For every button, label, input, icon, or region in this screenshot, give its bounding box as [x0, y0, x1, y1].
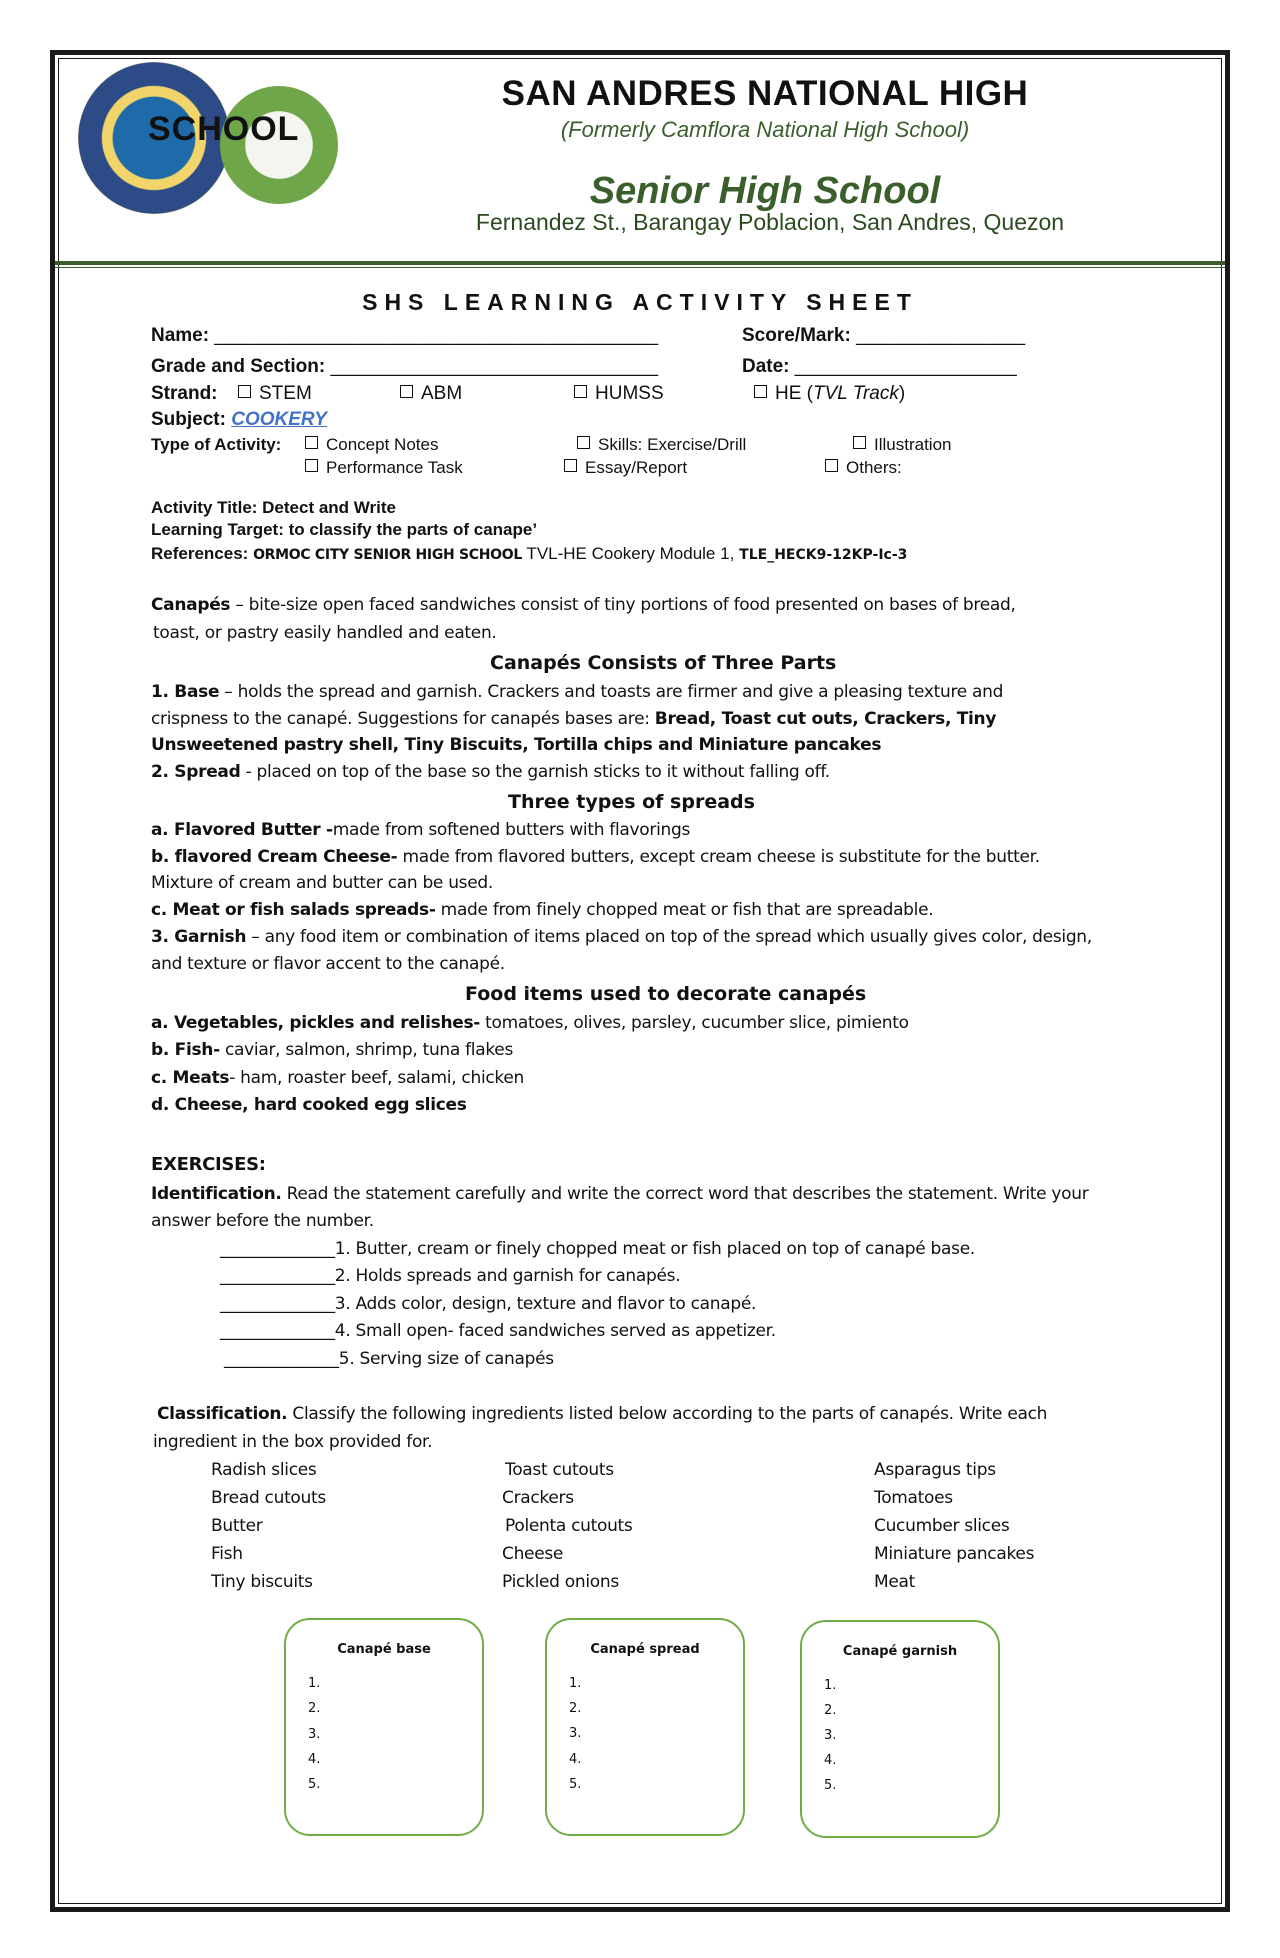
checkbox-icon[interactable]	[564, 459, 577, 472]
activity-title: Activity Title: Detect and Write	[151, 498, 396, 517]
subject-link[interactable]: COOKERY	[231, 409, 327, 430]
box-line[interactable]: 1.	[308, 1676, 321, 1691]
date-line[interactable]: _____________________	[794, 356, 1017, 377]
checkbox-icon[interactable]	[853, 436, 866, 449]
box-line[interactable]: 4.	[824, 1753, 837, 1768]
box-line[interactable]: 1.	[569, 1676, 582, 1691]
strand-stem[interactable]: STEM	[238, 383, 312, 405]
checkbox-icon[interactable]	[754, 385, 767, 398]
strand-label: Strand:	[151, 383, 218, 404]
strand-row	[151, 383, 218, 405]
strand-humss[interactable]: HUMSS	[574, 383, 664, 405]
spread-b: b. flavored Cream Cheese- made from flavored butters, except cream cheese is substitute for the butter.	[151, 847, 1040, 867]
checkbox-icon[interactable]	[574, 385, 587, 398]
decor-b: b. Fish- caviar, salmon, shrimp, tuna flakes	[151, 1040, 514, 1060]
classification-instructions-cont: ingredient in the box provided for.	[153, 1432, 433, 1452]
grade-row	[151, 356, 658, 378]
name-row	[151, 325, 658, 347]
checkbox-icon[interactable]	[577, 436, 590, 449]
checkbox-icon[interactable]	[305, 459, 318, 472]
checkbox-icon[interactable]	[305, 436, 318, 449]
school-name: SAN ANDRES NATIONAL HIGH	[501, 74, 1029, 113]
grade-line[interactable]: _______________________________	[330, 356, 659, 377]
checkbox-icon[interactable]	[825, 459, 838, 472]
exercises-heading: EXERCISES:	[151, 1154, 266, 1175]
header-divider	[55, 261, 1225, 265]
activity-concept-notes[interactable]: Concept Notes	[305, 435, 438, 455]
box-line[interactable]: 3.	[308, 1727, 321, 1742]
box-title: Canapé garnish	[842, 1644, 958, 1659]
subject-row	[151, 409, 327, 431]
references: References: ORMOC CITY SENIOR HIGH SCHOOL TVL-HE Cookery Module 1, TLE_HECK9-12KP-Ic-3	[151, 544, 908, 563]
box-line[interactable]: 2.	[824, 1703, 837, 1718]
ingredient-item: Tomatoes	[874, 1488, 953, 1508]
ingredient-item: Cucumber slices	[874, 1516, 1010, 1536]
decor-c: c. Meats- ham, roaster beef, salami, chicken	[151, 1068, 524, 1088]
score-line[interactable]: ________________	[856, 325, 1026, 346]
box-line[interactable]: 2.	[569, 1701, 582, 1716]
identification-instructions: Identification. Read the statement carefully and write the correct word that describes the statement. Write your	[151, 1184, 1089, 1204]
date-row	[742, 356, 1017, 378]
identification-item[interactable]: ______________5. Serving size of canapés	[224, 1349, 554, 1369]
decor-a: a. Vegetables, pickles and relishes- tomatoes, olives, parsley, cucumber slice, pimiento	[151, 1013, 909, 1033]
box-title: Canapé base	[337, 1642, 431, 1657]
spread-b-cont: Mixture of cream and butter can be used.	[151, 873, 493, 893]
identification-item[interactable]: ______________2. Holds spreads and garnish for canapés.	[220, 1266, 681, 1286]
ingredient-item: Toast cutouts	[505, 1460, 614, 1480]
activity-skills[interactable]: Skills: Exercise/Drill	[577, 435, 746, 455]
identification-item[interactable]: ______________4. Small open- faced sandwiches served as appetizer.	[220, 1321, 776, 1341]
classification-instructions: Classification. Classify the following ingredients listed below according to the parts of canapés. Write each	[157, 1404, 1048, 1424]
garnish-desc: 3. Garnish – any food item or combination of items placed on top of the spread which usually gives color, design,	[151, 927, 1092, 947]
name-line[interactable]: __________________________________________	[214, 325, 659, 346]
checkbox-icon[interactable]	[238, 385, 251, 398]
canape-definition-cont: toast, or pastry easily handled and eaten.	[153, 623, 497, 643]
activity-others[interactable]: Others:	[825, 458, 902, 478]
ingredient-item: Fish	[211, 1544, 243, 1564]
box-line[interactable]: 5.	[824, 1778, 837, 1793]
base-desc: 1. Base – holds the spread and garnish. Crackers and toasts are firmer and give a pleasing texture and	[151, 682, 1004, 702]
box-line[interactable]: 2.	[308, 1701, 321, 1716]
school-logos	[78, 62, 348, 214]
box-line[interactable]: 1.	[824, 1678, 837, 1693]
canape-definition: Canapés – bite-size open faced sandwiches consist of tiny portions of food presented on bases of bread,	[151, 595, 1016, 615]
subject-label: Subject:	[151, 409, 226, 430]
activity-essay-report[interactable]: Essay/Report	[564, 458, 687, 478]
parts-heading: Canapés Consists of Three Parts	[490, 652, 837, 674]
box-line[interactable]: 3.	[569, 1726, 582, 1741]
garnish-desc-cont: and texture or flavor accent to the canapé.	[151, 954, 505, 974]
spread-c: c. Meat or fish salads spreads- made from finely chopped meat or fish that are spreadable.	[151, 900, 934, 920]
name-label: Name:	[151, 325, 210, 346]
activity-performance-task[interactable]: Performance Task	[305, 458, 463, 478]
base-desc-cont: crispness to the canapé. Suggestions for canapés bases are: Bread, Toast cut outs, Crackers, Tiny	[151, 709, 997, 729]
checkbox-icon[interactable]	[400, 385, 413, 398]
box-line[interactable]: 5.	[569, 1777, 582, 1792]
decor-d: d. Cheese, hard cooked egg slices	[151, 1095, 467, 1115]
identification-instructions-cont: answer before the number.	[151, 1211, 374, 1231]
ingredient-item: Radish slices	[211, 1460, 317, 1480]
header-divider-thin	[55, 267, 1225, 268]
spreads-heading: Three types of spreads	[508, 791, 755, 813]
activity-type-row	[151, 435, 281, 455]
strand-abm[interactable]: ABM	[400, 383, 462, 405]
ingredient-item: Crackers	[502, 1488, 574, 1508]
activity-illustration[interactable]: Illustration	[853, 435, 951, 455]
box-line[interactable]: 3.	[824, 1728, 837, 1743]
ingredient-item: Polenta cutouts	[505, 1516, 633, 1536]
ingredient-item: Miniature pancakes	[874, 1544, 1035, 1564]
box-line[interactable]: 5.	[308, 1777, 321, 1792]
identification-item[interactable]: ______________1. Butter, cream or finely chopped meat or fish placed on top of canapé base.	[220, 1239, 975, 1259]
learning-target: Learning Target: to classify the parts of canape’	[151, 520, 538, 539]
base-suggestions: Unsweetened pastry shell, Tiny Biscuits, Tortilla chips and Miniature pancakes	[151, 735, 882, 755]
department-name: Senior High School	[589, 170, 941, 212]
school-address: Fernandez St., Barangay Poblacion, San Andres, Quezon	[475, 209, 1065, 235]
school-former-name: (Formerly Camflora National High School)	[560, 117, 970, 142]
decor-heading: Food items used to decorate canapés	[465, 983, 867, 1005]
ingredient-item: Asparagus tips	[874, 1460, 996, 1480]
sheet-title: SHS LEARNING ACTIVITY SHEET	[362, 289, 918, 315]
ingredient-item: Meat	[874, 1572, 916, 1592]
logo-text: SCHOOL	[148, 110, 300, 148]
score-label: Score/Mark:	[742, 325, 851, 346]
canape-garnish-box[interactable]	[800, 1620, 1000, 1838]
grade-label: Grade and Section:	[151, 356, 326, 377]
spread-a: a. Flavored Butter -made from softened butters with flavorings	[151, 820, 691, 840]
ingredient-item: Bread cutouts	[211, 1488, 326, 1508]
canape-spread-box[interactable]	[545, 1618, 745, 1836]
score-row	[742, 325, 1025, 347]
ingredient-item: Pickled onions	[502, 1572, 619, 1592]
box-line[interactable]: 4.	[569, 1752, 582, 1767]
canape-base-box[interactable]	[284, 1618, 484, 1836]
date-label: Date:	[742, 356, 790, 377]
box-title: Canapé spread	[590, 1642, 700, 1657]
ingredient-item: Butter	[211, 1516, 263, 1536]
strand-he[interactable]: HE (TVL Track)	[754, 383, 905, 405]
box-line[interactable]: 4.	[308, 1752, 321, 1767]
spread-desc: 2. Spread - placed on top of the base so the garnish sticks to it without falling off.	[151, 762, 830, 782]
ingredient-item: Tiny biscuits	[211, 1572, 313, 1592]
ingredient-item: Cheese	[502, 1544, 564, 1564]
activity-type-label: Type of Activity:	[151, 435, 282, 454]
identification-item[interactable]: ______________3. Adds color, design, texture and flavor to canapé.	[220, 1294, 757, 1314]
